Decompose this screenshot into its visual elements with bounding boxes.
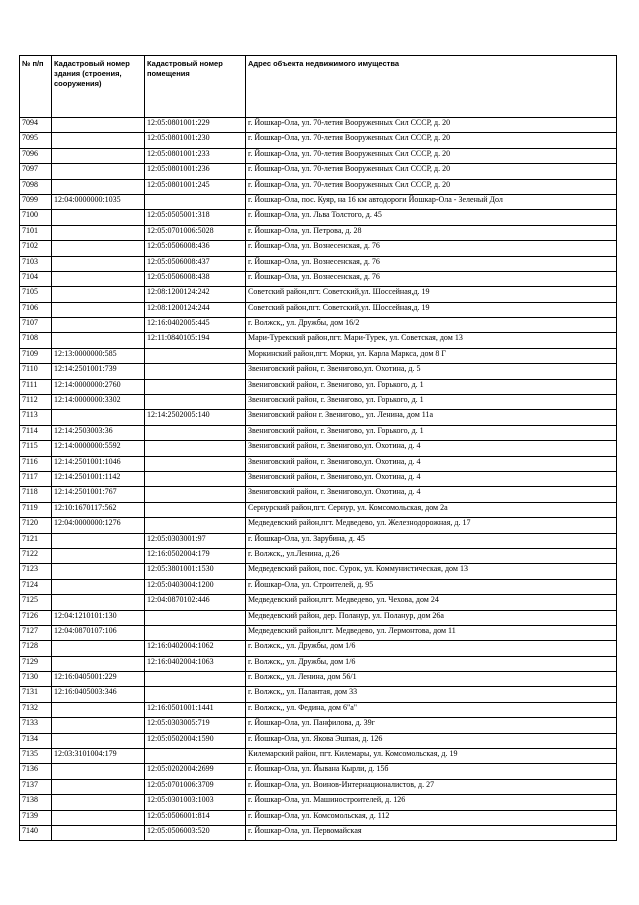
- cell-address: г. Йошкар-Ола, ул. Якова Эшпая, д. 126: [246, 733, 617, 748]
- cell-premises-cadastral: 12:05:0801001:236: [145, 164, 246, 179]
- cell-premises-cadastral: [145, 487, 246, 502]
- cell-building-cadastral: 12:14:0000000:2760: [52, 379, 145, 394]
- cell-premises-cadastral: 12:16:0501001:1441: [145, 702, 246, 717]
- cell-building-cadastral: 12:03:3101004:179: [52, 749, 145, 764]
- cell-address: Медведевский район, дер. Поланур, ул. Поланур, дом 26а: [246, 610, 617, 625]
- table-row: [20, 687, 617, 702]
- cell-building-cadastral: [52, 548, 145, 563]
- table-row: [20, 302, 617, 317]
- cell-building-cadastral: [52, 795, 145, 810]
- cell-building-cadastral: [52, 148, 145, 163]
- cell-building-cadastral: [52, 810, 145, 825]
- cell-address: г. Йошкар-Ола, ул. Вознесенская, д. 76: [246, 256, 617, 271]
- cell-number: 7134: [20, 733, 52, 748]
- cell-building-cadastral: [52, 133, 145, 148]
- cell-number: 7107: [20, 318, 52, 333]
- cell-number: 7117: [20, 471, 52, 486]
- cell-number: 7121: [20, 533, 52, 548]
- header-address: Адрес объекта недвижимого имущества: [246, 56, 617, 118]
- cell-number: 7119: [20, 502, 52, 517]
- cell-premises-cadastral: 12:08:1200124:244: [145, 302, 246, 317]
- cell-building-cadastral: 12:04:1210101:130: [52, 610, 145, 625]
- cell-building-cadastral: 12:14:2501001:739: [52, 364, 145, 379]
- cell-address: г. Йошкар-Ола, ул. 70-летия Вооруженных Сил СССР, д. 20: [246, 118, 617, 133]
- cell-number: 7131: [20, 687, 52, 702]
- cell-number: 7122: [20, 548, 52, 563]
- cell-address: г. Йошкар-Ола, ул. 70-летия Вооруженных Сил СССР, д. 20: [246, 164, 617, 179]
- cell-building-cadastral: [52, 179, 145, 194]
- table-header: [20, 56, 617, 118]
- cell-address: Мари-Турекский район,пгт. Мари-Турек, ул. Советская, дом 13: [246, 333, 617, 348]
- cell-number: 7112: [20, 395, 52, 410]
- header-number: № п/п: [20, 56, 52, 118]
- cell-premises-cadastral: 12:05:0303001:97: [145, 533, 246, 548]
- cell-premises-cadastral: 12:05:0801001:233: [145, 148, 246, 163]
- table-row: [20, 825, 617, 840]
- cell-number: 7126: [20, 610, 52, 625]
- cell-number: 7138: [20, 795, 52, 810]
- cell-building-cadastral: [52, 733, 145, 748]
- table-row: [20, 779, 617, 794]
- cell-address: г. Йошкар-Ола, ул. 70-летия Вооруженных Сил СССР, д. 20: [246, 148, 617, 163]
- cell-building-cadastral: [52, 595, 145, 610]
- cell-premises-cadastral: [145, 471, 246, 486]
- cell-number: 7128: [20, 641, 52, 656]
- cell-building-cadastral: 12:04:0000000:1276: [52, 518, 145, 533]
- cell-number: 7095: [20, 133, 52, 148]
- table-row: [20, 625, 617, 640]
- cell-address: Советский район,пгт. Советский,ул. Шоссейная,д. 19: [246, 302, 617, 317]
- table-row: [20, 179, 617, 194]
- cell-address: Советский район,пгт. Советский,ул. Шоссейная,д. 19: [246, 287, 617, 302]
- cell-building-cadastral: [52, 641, 145, 656]
- cell-number: 7136: [20, 764, 52, 779]
- cell-number: 7104: [20, 271, 52, 286]
- cell-building-cadastral: [52, 533, 145, 548]
- cell-number: 7120: [20, 518, 52, 533]
- cell-building-cadastral: [52, 825, 145, 840]
- cell-building-cadastral: 12:14:2501001:1142: [52, 471, 145, 486]
- cell-address: г. Волжск,, ул. Дружбы, дом 16/2: [246, 318, 617, 333]
- cell-premises-cadastral: [145, 395, 246, 410]
- table-row: [20, 348, 617, 363]
- cell-premises-cadastral: [145, 610, 246, 625]
- table-row: [20, 672, 617, 687]
- cell-premises-cadastral: [145, 672, 246, 687]
- cell-address: Медведевский район,пгт. Медведево, ул. Лермонтова, дом 11: [246, 625, 617, 640]
- table-row: [20, 733, 617, 748]
- cell-number: 7115: [20, 441, 52, 456]
- cell-address: г. Волжск,, ул. Палантая, дом 33: [246, 687, 617, 702]
- cell-number: 7133: [20, 718, 52, 733]
- header-row: [20, 56, 617, 118]
- cell-address: Звениговский район, г. Звенигово,ул. Охотина, д. 4: [246, 441, 617, 456]
- table-row: [20, 610, 617, 625]
- cell-premises-cadastral: 12:05:0506008:437: [145, 256, 246, 271]
- cell-number: 7098: [20, 179, 52, 194]
- cell-address: Звениговский район, г. Звенигово,ул. Охотина, д. 4: [246, 456, 617, 471]
- cell-address: Звениговский район, г. Звенигово,ул. Охотина, д. 4: [246, 487, 617, 502]
- table-row: [20, 641, 617, 656]
- table-row: [20, 764, 617, 779]
- table-row: [20, 271, 617, 286]
- cell-building-cadastral: [52, 225, 145, 240]
- cell-building-cadastral: [52, 164, 145, 179]
- cell-premises-cadastral: 12:05:0403004:1200: [145, 579, 246, 594]
- cell-number: 7132: [20, 702, 52, 717]
- cell-premises-cadastral: 12:05:0506008:436: [145, 241, 246, 256]
- table-row: [20, 502, 617, 517]
- cell-number: 7109: [20, 348, 52, 363]
- cell-number: 7100: [20, 210, 52, 225]
- cell-building-cadastral: [52, 656, 145, 671]
- cell-number: 7118: [20, 487, 52, 502]
- cell-number: 7094: [20, 118, 52, 133]
- cell-address: г. Йошкар-Ола, ул. Петрова, д. 28: [246, 225, 617, 240]
- cell-premises-cadastral: 12:05:0202004:2699: [145, 764, 246, 779]
- cell-number: 7114: [20, 425, 52, 440]
- cell-premises-cadastral: 12:05:0801001:230: [145, 133, 246, 148]
- cell-address: г. Волжск,, ул. Ленина, дом 56/1: [246, 672, 617, 687]
- cell-premises-cadastral: 12:05:0506008:438: [145, 271, 246, 286]
- table-row: [20, 810, 617, 825]
- cell-address: Медведевский район,пгт. Медведево, ул. Железнодорожная, д. 17: [246, 518, 617, 533]
- table-row: [20, 118, 617, 133]
- cell-number: 7103: [20, 256, 52, 271]
- cell-premises-cadastral: [145, 194, 246, 209]
- table-row: [20, 379, 617, 394]
- cell-premises-cadastral: 12:05:0801001:245: [145, 179, 246, 194]
- cell-premises-cadastral: 12:16:0402004:1063: [145, 656, 246, 671]
- cell-premises-cadastral: [145, 379, 246, 394]
- table-row: [20, 287, 617, 302]
- cell-address: Моркинский район,пгт. Морки, ул. Карла Маркса, дом 8 Г: [246, 348, 617, 363]
- cell-premises-cadastral: [145, 425, 246, 440]
- cell-building-cadastral: 12:10:1670117:562: [52, 502, 145, 517]
- cell-premises-cadastral: 12:05:0505001:318: [145, 210, 246, 225]
- table-row: [20, 795, 617, 810]
- cell-address: Сернурский район,пгт. Сернур, ул. Комсомольская, дом 2а: [246, 502, 617, 517]
- table-row: [20, 533, 617, 548]
- cell-address: г. Йошкар-Ола, ул. Машиностроителей, д. 126: [246, 795, 617, 810]
- cell-address: г. Йошкар-Ола, ул. Строителей, д. 95: [246, 579, 617, 594]
- cell-address: Звениговский район, г. Звенигово, ул. Горького, д. 1: [246, 395, 617, 410]
- cell-building-cadastral: [52, 764, 145, 779]
- table-row: [20, 518, 617, 533]
- cell-number: 7099: [20, 194, 52, 209]
- cell-building-cadastral: [52, 302, 145, 317]
- cell-address: г. Йошкар-Ола, ул. Панфилова, д. 39г: [246, 718, 617, 733]
- cell-number: 7102: [20, 241, 52, 256]
- cell-address: г. Волжск,, ул. Федина, дом 6"а": [246, 702, 617, 717]
- cell-premises-cadastral: [145, 456, 246, 471]
- cell-building-cadastral: 12:04:0000000:1035: [52, 194, 145, 209]
- cell-address: г. Йошкар-Ола, ул. Первомайская: [246, 825, 617, 840]
- table-row: [20, 194, 617, 209]
- table-row: [20, 718, 617, 733]
- cell-number: 7113: [20, 410, 52, 425]
- cell-building-cadastral: 12:14:2501001:1046: [52, 456, 145, 471]
- cell-number: 7124: [20, 579, 52, 594]
- table-row: [20, 164, 617, 179]
- cell-number: 7111: [20, 379, 52, 394]
- cell-premises-cadastral: 12:14:2502005:140: [145, 410, 246, 425]
- cell-address: г. Йошкар-Ола, ул. Йывана Кырли, д. 15б: [246, 764, 617, 779]
- table-row: [20, 702, 617, 717]
- cell-premises-cadastral: 12:16:0402004:1062: [145, 641, 246, 656]
- cell-number: 7108: [20, 333, 52, 348]
- cell-number: 7105: [20, 287, 52, 302]
- header-building-cadastral: Кадастровый номер здания (строения, сооружения): [52, 56, 145, 118]
- cell-number: 7116: [20, 456, 52, 471]
- table-row: [20, 364, 617, 379]
- cell-premises-cadastral: 12:05:0506001:814: [145, 810, 246, 825]
- cell-premises-cadastral: 12:05:0301003:1003: [145, 795, 246, 810]
- cell-building-cadastral: [52, 256, 145, 271]
- cell-building-cadastral: [52, 287, 145, 302]
- cell-building-cadastral: [52, 118, 145, 133]
- table-row: [20, 595, 617, 610]
- cell-address: Медведевский район, пос. Сурок, ул. Коммунистическая, дом 13: [246, 564, 617, 579]
- cell-building-cadastral: [52, 702, 145, 717]
- header-premises-cadastral: Кадастровый номер помещения: [145, 56, 246, 118]
- cell-address: г. Йошкар-Ола, ул. Воинов-Интернационалистов, д. 27: [246, 779, 617, 794]
- cell-number: 7106: [20, 302, 52, 317]
- cell-premises-cadastral: 12:04:0870102:446: [145, 595, 246, 610]
- cell-building-cadastral: [52, 718, 145, 733]
- table-row: [20, 410, 617, 425]
- table-row: [20, 225, 617, 240]
- cell-number: 7139: [20, 810, 52, 825]
- table-row: [20, 210, 617, 225]
- cell-building-cadastral: 12:16:0405003:346: [52, 687, 145, 702]
- cell-building-cadastral: 12:14:2503003:36: [52, 425, 145, 440]
- cell-premises-cadastral: [145, 625, 246, 640]
- cell-building-cadastral: 12:14:0000000:3302: [52, 395, 145, 410]
- cell-number: 7140: [20, 825, 52, 840]
- cell-premises-cadastral: 12:05:0303005:719: [145, 718, 246, 733]
- cell-building-cadastral: [52, 410, 145, 425]
- cell-number: 7097: [20, 164, 52, 179]
- cell-address: г. Волжск,, ул.Ленина, д.26: [246, 548, 617, 563]
- table-row: [20, 656, 617, 671]
- cell-address: Медведевский район,пгт. Медведево, ул. Чехова, дом 24: [246, 595, 617, 610]
- table-row: [20, 241, 617, 256]
- cell-number: 7130: [20, 672, 52, 687]
- cell-number: 7123: [20, 564, 52, 579]
- cell-address: г. Йошкар-Ола, ул. Вознесенская, д. 76: [246, 271, 617, 286]
- table-row: [20, 333, 617, 348]
- cell-premises-cadastral: [145, 364, 246, 379]
- cell-address: Килемарский район, пгт. Килемары, ул. Комсомольская, д. 19: [246, 749, 617, 764]
- cell-premises-cadastral: 12:05:0801001:229: [145, 118, 246, 133]
- cell-premises-cadastral: 12:16:0402005:445: [145, 318, 246, 333]
- cell-building-cadastral: 12:16:0405001:229: [52, 672, 145, 687]
- table-row: [20, 749, 617, 764]
- cell-number: 7137: [20, 779, 52, 794]
- cell-premises-cadastral: 12:05:0506003:520: [145, 825, 246, 840]
- cell-building-cadastral: [52, 271, 145, 286]
- table-row: [20, 133, 617, 148]
- cell-premises-cadastral: [145, 348, 246, 363]
- table-row: [20, 548, 617, 563]
- cell-number: 7129: [20, 656, 52, 671]
- cell-premises-cadastral: [145, 687, 246, 702]
- cell-building-cadastral: [52, 564, 145, 579]
- cell-building-cadastral: [52, 779, 145, 794]
- cell-address: г. Волжск,, ул. Дружбы, дом 1/6: [246, 641, 617, 656]
- cell-building-cadastral: 12:04:0870107:106: [52, 625, 145, 640]
- cell-building-cadastral: 12:14:2501001:767: [52, 487, 145, 502]
- cell-address: Звениговский район, г. Звенигово, ул. Горького, д. 1: [246, 425, 617, 440]
- cell-building-cadastral: 12:13:0000000:585: [52, 348, 145, 363]
- cell-address: г. Йошкар-Ола, ул. 70-летия Вооруженных Сил СССР, д. 20: [246, 179, 617, 194]
- cell-premises-cadastral: 12:05:0701006:5028: [145, 225, 246, 240]
- cell-address: г. Йошкар-Ола, пос. Куяр, на 16 км автодороги Йошкар-Ола - Зеленый Дол: [246, 194, 617, 209]
- cell-building-cadastral: 12:14:0000000:5592: [52, 441, 145, 456]
- table-row: [20, 471, 617, 486]
- cell-premises-cadastral: 12:05:0701006:3709: [145, 779, 246, 794]
- cell-premises-cadastral: [145, 749, 246, 764]
- cell-number: 7110: [20, 364, 52, 379]
- cell-building-cadastral: [52, 210, 145, 225]
- cell-premises-cadastral: 12:16:0502004:179: [145, 548, 246, 563]
- cell-premises-cadastral: 12:11:0840105:194: [145, 333, 246, 348]
- cell-address: г. Йошкар-Ола, ул. Комсомольская, д. 112: [246, 810, 617, 825]
- cell-number: 7101: [20, 225, 52, 240]
- cell-address: г. Йошкар-Ола, ул. Льва Толстого, д. 45: [246, 210, 617, 225]
- cell-building-cadastral: [52, 318, 145, 333]
- cell-premises-cadastral: [145, 502, 246, 517]
- cell-address: Звениговский район г. Звенигово,, ул. Ленина, дом 11а: [246, 410, 617, 425]
- table-row: [20, 441, 617, 456]
- cell-number: 7127: [20, 625, 52, 640]
- cell-number: 7135: [20, 749, 52, 764]
- cell-address: г. Волжск,, ул. Дружбы, дом 1/6: [246, 656, 617, 671]
- table-body: [20, 118, 617, 841]
- cell-building-cadastral: [52, 333, 145, 348]
- table-row: [20, 256, 617, 271]
- cell-number: 7125: [20, 595, 52, 610]
- cell-premises-cadastral: 12:05:0502004:1590: [145, 733, 246, 748]
- cell-premises-cadastral: [145, 441, 246, 456]
- cell-building-cadastral: [52, 579, 145, 594]
- property-register-table: [19, 55, 617, 841]
- cell-address: г. Йошкар-Ола, ул. Вознесенская, д. 76: [246, 241, 617, 256]
- table-row: [20, 318, 617, 333]
- cell-building-cadastral: [52, 241, 145, 256]
- cell-number: 7096: [20, 148, 52, 163]
- table-row: [20, 456, 617, 471]
- table-row: [20, 395, 617, 410]
- cell-address: г. Йошкар-Ола, ул. 70-летия Вооруженных Сил СССР, д. 20: [246, 133, 617, 148]
- table-row: [20, 579, 617, 594]
- table-row: [20, 425, 617, 440]
- table-row: [20, 148, 617, 163]
- table-row: [20, 487, 617, 502]
- cell-premises-cadastral: [145, 518, 246, 533]
- cell-address: Звениговский район, г. Звенигово, ул. Горького, д. 1: [246, 379, 617, 394]
- cell-premises-cadastral: 12:08:1200124:242: [145, 287, 246, 302]
- table-row: [20, 564, 617, 579]
- cell-address: Звениговский район, г. Звенигово,ул. Охотина, д. 5: [246, 364, 617, 379]
- cell-premises-cadastral: 12:05:3801001:1530: [145, 564, 246, 579]
- cell-address: г. Йошкар-Ола, ул. Зарубина, д. 45: [246, 533, 617, 548]
- cell-address: Звениговский район, г. Звенигово,ул. Охотина, д. 4: [246, 471, 617, 486]
